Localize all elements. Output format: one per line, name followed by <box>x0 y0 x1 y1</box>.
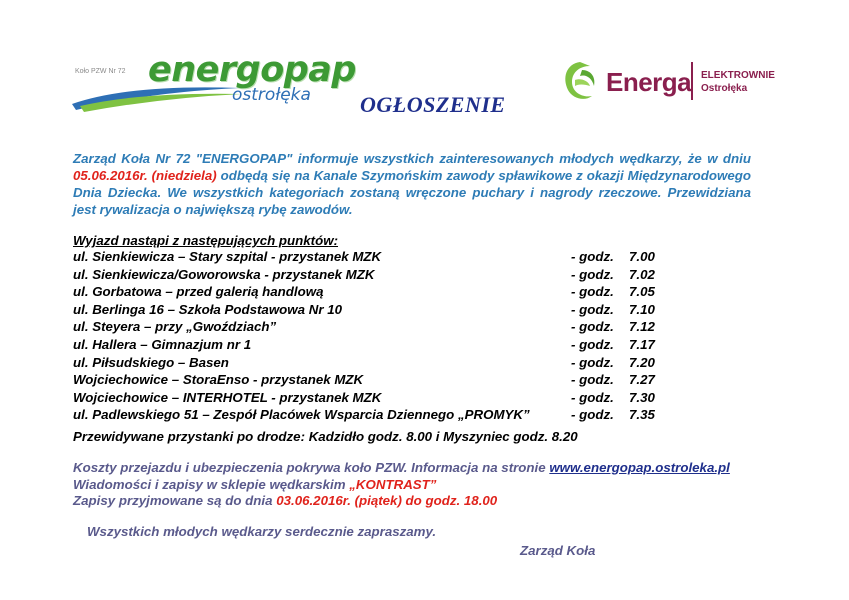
stop-time-label: - godz. <box>571 284 614 300</box>
elektrownie-label: ELEKTROWNIE <box>701 70 775 81</box>
event-date: 05.06.2016r. <box>73 168 148 183</box>
intro-paragraph <box>73 150 751 218</box>
stop-time-label: - godz. <box>571 301 614 317</box>
stop-time-label: - godz. <box>571 354 614 370</box>
stop-location: Wojciechowice – StoraEnso - przystanek MZK <box>73 372 364 388</box>
departure-heading: Wyjazd nastąpi z następujących punktów: <box>73 233 339 248</box>
stop-time: 7.12 <box>629 319 655 335</box>
registration-info <box>73 493 497 508</box>
stop-time: 7.17 <box>629 336 655 352</box>
stop-location: ul. Piłsudskiego – Basen <box>73 354 229 370</box>
ostroleka-label: Ostrołęka <box>701 83 748 94</box>
stop-time: 7.10 <box>629 301 655 317</box>
list-item <box>73 267 693 285</box>
intro-text-1: Zarząd Koła Nr 72 "ENERGOPAP" informuje wszystkich zainteresowanych młodych wędkarzy, że w dniu <box>73 151 751 166</box>
stop-time: 7.27 <box>629 372 655 388</box>
stop-location: ul. Sienkiewicza/Goworowska - przystanek MZK <box>73 266 375 282</box>
stop-time-label: - godz. <box>571 389 614 405</box>
stop-time-label: - godz. <box>571 372 614 388</box>
stop-time-label: - godz. <box>571 407 614 423</box>
list-item <box>73 355 693 373</box>
costs-info <box>73 459 730 493</box>
page-title: OGŁOSZENIE <box>360 92 506 117</box>
ostroleka-wordmark: ostrołęka <box>232 85 311 105</box>
stop-time-label: - godz. <box>571 336 614 352</box>
energopap-wordmark: energopap <box>148 50 356 90</box>
list-item <box>73 284 693 302</box>
stop-location: ul. Berlinga 16 – Szkoła Podstawowa Nr 10 <box>73 301 342 317</box>
news-text: Wiadomości i zapisy w sklepie wędkarskim <box>73 477 350 492</box>
stop-location: ul. Steyera – przy „Gwoździach” <box>73 319 277 335</box>
shop-name: „KONTRAST” <box>349 477 437 492</box>
energa-logo <box>560 58 790 108</box>
stop-location: ul. Sienkiewicza – Stary szpital - przystanek MZK <box>73 249 382 264</box>
list-item <box>73 372 693 390</box>
signature: Zarząd Koła <box>520 543 596 558</box>
invitation-text: Wszystkich młodych wędkarzy serdecznie zapraszamy. <box>87 524 437 539</box>
stop-location: ul. Padlewskiego 51 – Zespół Placówek Wsparcia Dziennego „PROMYK” <box>73 407 530 423</box>
event-day: (niedziela) <box>151 168 217 183</box>
list-item <box>73 249 693 267</box>
stop-time: 7.30 <box>629 389 655 405</box>
stop-time-label: - godz. <box>571 266 614 282</box>
logo-divider <box>691 62 693 100</box>
registration-text: Zapisy przyjmowane są do dnia <box>73 493 277 508</box>
stop-time-label: - godz. <box>571 319 614 335</box>
stop-location: ul. Hallera – Gimnazjum nr 1 <box>73 336 252 352</box>
energa-wordmark: Energa <box>606 67 692 97</box>
list-item <box>73 390 693 408</box>
list-item <box>73 407 693 425</box>
route-stops-note: Przewidywane przystanki po drodze: Kadzidło godz. 8.00 i Myszyniec godz. 8.20 <box>73 429 578 444</box>
costs-text: Koszty przejazdu i ubezpieczenia pokrywa koło PZW. Informacja na stronie <box>73 460 550 475</box>
stop-time: 7.20 <box>629 354 655 370</box>
energa-leaf-icon <box>560 58 600 104</box>
club-label: Koło PZW Nr 72 <box>75 68 126 75</box>
registration-deadline: 03.06.2016r. (piątek) do godz. 18.00 <box>276 493 498 508</box>
stop-location: ul. Gorbatowa – przed galerią handlową <box>73 284 324 300</box>
stop-location: Wojciechowice – INTERHOTEL - przystanek MZK <box>73 389 382 405</box>
list-item <box>73 302 693 320</box>
website-link[interactable]: www.energopap.ostroleka.pl <box>549 460 730 475</box>
stop-time: 7.35 <box>629 407 655 423</box>
stop-time: 7.02 <box>629 266 655 282</box>
intro-text-2: odbędą się na Kanale Szymońskim zawody spławikowe z okazji Międzynarodowego Dnia Dziecka. We wszystkich kategoriach zostaną wręczone puchary i nagrody rzeczowe. Przewidziana jest rywalizacja o największą rybę zawodów. <box>73 168 751 217</box>
stop-time: 7.00 <box>629 249 655 264</box>
stops-list <box>73 249 693 425</box>
stop-time-label: - godz. <box>571 249 614 264</box>
stop-time: 7.05 <box>629 284 655 300</box>
energopap-logo <box>70 48 356 114</box>
list-item <box>73 319 693 337</box>
list-item <box>73 337 693 355</box>
